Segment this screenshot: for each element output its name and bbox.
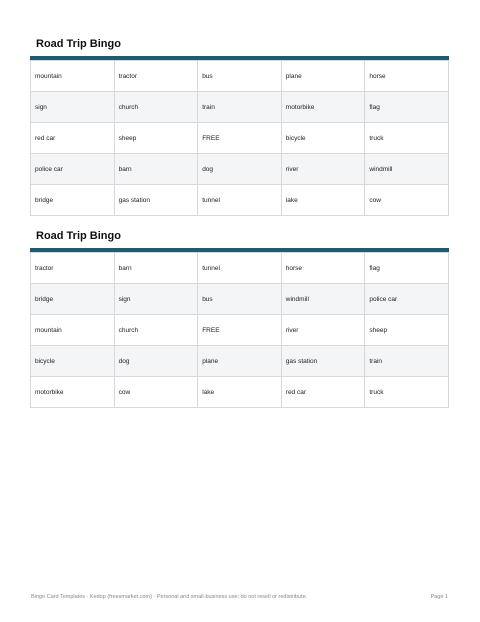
grid-cell: dog	[198, 154, 282, 185]
bingo-card-2	[30, 229, 449, 408]
grid-cell: lake	[281, 185, 365, 216]
grid-cell: bridge	[31, 185, 115, 216]
card-title: Road Trip Bingo	[36, 230, 121, 242]
grid-cell: mountain	[31, 61, 115, 92]
grid-cell: church	[114, 92, 198, 123]
grid-row	[31, 346, 449, 377]
grid-cell: bus	[198, 61, 282, 92]
grid-cell: sheep	[365, 315, 449, 346]
grid-cell: train	[365, 346, 449, 377]
grid-cell: plane	[281, 61, 365, 92]
grid-cell: police car	[365, 284, 449, 315]
grid-cell: mountain	[31, 315, 115, 346]
footer-credit: Bingo Card Templates · Kedop (freesmarket.com) · Personal and small-business use; do not resell or redistribute.	[31, 594, 308, 600]
grid-cell: bus	[198, 284, 282, 315]
grid-row	[31, 92, 449, 123]
grid-row	[31, 315, 449, 346]
grid-row	[31, 185, 449, 216]
bingo-card-1	[30, 37, 449, 216]
grid-cell: tunnel	[198, 253, 282, 284]
grid-cell: flag	[365, 92, 449, 123]
grid-cell: motorbike	[31, 377, 115, 408]
grid-cell: barn	[114, 154, 198, 185]
grid-cell: church	[114, 315, 198, 346]
grid-cell: barn	[114, 253, 198, 284]
bingo-grid	[30, 60, 449, 216]
page-number: Page 1	[430, 594, 448, 600]
grid-cell: river	[281, 154, 365, 185]
grid-cell: motorbike	[281, 92, 365, 123]
grid-row	[31, 61, 449, 92]
grid-cell: windmill	[365, 154, 449, 185]
grid-cell: horse	[281, 253, 365, 284]
page-footer	[31, 594, 448, 600]
grid-cell: lake	[198, 377, 282, 408]
grid-cell: tractor	[31, 253, 115, 284]
grid-cell: gas station	[281, 346, 365, 377]
grid-cell: gas station	[114, 185, 198, 216]
grid-cell: sign	[114, 284, 198, 315]
grid-cell: dog	[114, 346, 198, 377]
grid-cell: red car	[31, 123, 115, 154]
grid-row	[31, 284, 449, 315]
grid-cell: horse	[365, 61, 449, 92]
grid-cell: windmill	[281, 284, 365, 315]
grid-cell: red car	[281, 377, 365, 408]
free-cell: FREE	[198, 123, 282, 154]
grid-cell: river	[281, 315, 365, 346]
grid-cell: police car	[31, 154, 115, 185]
grid-cell: tunnel	[198, 185, 282, 216]
grid-row	[31, 253, 449, 284]
grid-cell: train	[198, 92, 282, 123]
grid-cell: truck	[365, 123, 449, 154]
grid-cell: cow	[365, 185, 449, 216]
grid-cell: bicycle	[281, 123, 365, 154]
grid-cell: bicycle	[31, 346, 115, 377]
grid-cell: tractor	[114, 61, 198, 92]
grid-cell: truck	[365, 377, 449, 408]
grid-row	[31, 154, 449, 185]
grid-cell: plane	[198, 346, 282, 377]
free-cell: FREE	[198, 315, 282, 346]
grid-cell: cow	[114, 377, 198, 408]
grid-cell: bridge	[31, 284, 115, 315]
grid-row	[31, 123, 449, 154]
grid-cell: flag	[365, 253, 449, 284]
grid-row	[31, 377, 449, 408]
grid-cell: sheep	[114, 123, 198, 154]
grid-cell: sign	[31, 92, 115, 123]
bingo-grid	[30, 252, 449, 408]
card-title: Road Trip Bingo	[36, 38, 121, 50]
